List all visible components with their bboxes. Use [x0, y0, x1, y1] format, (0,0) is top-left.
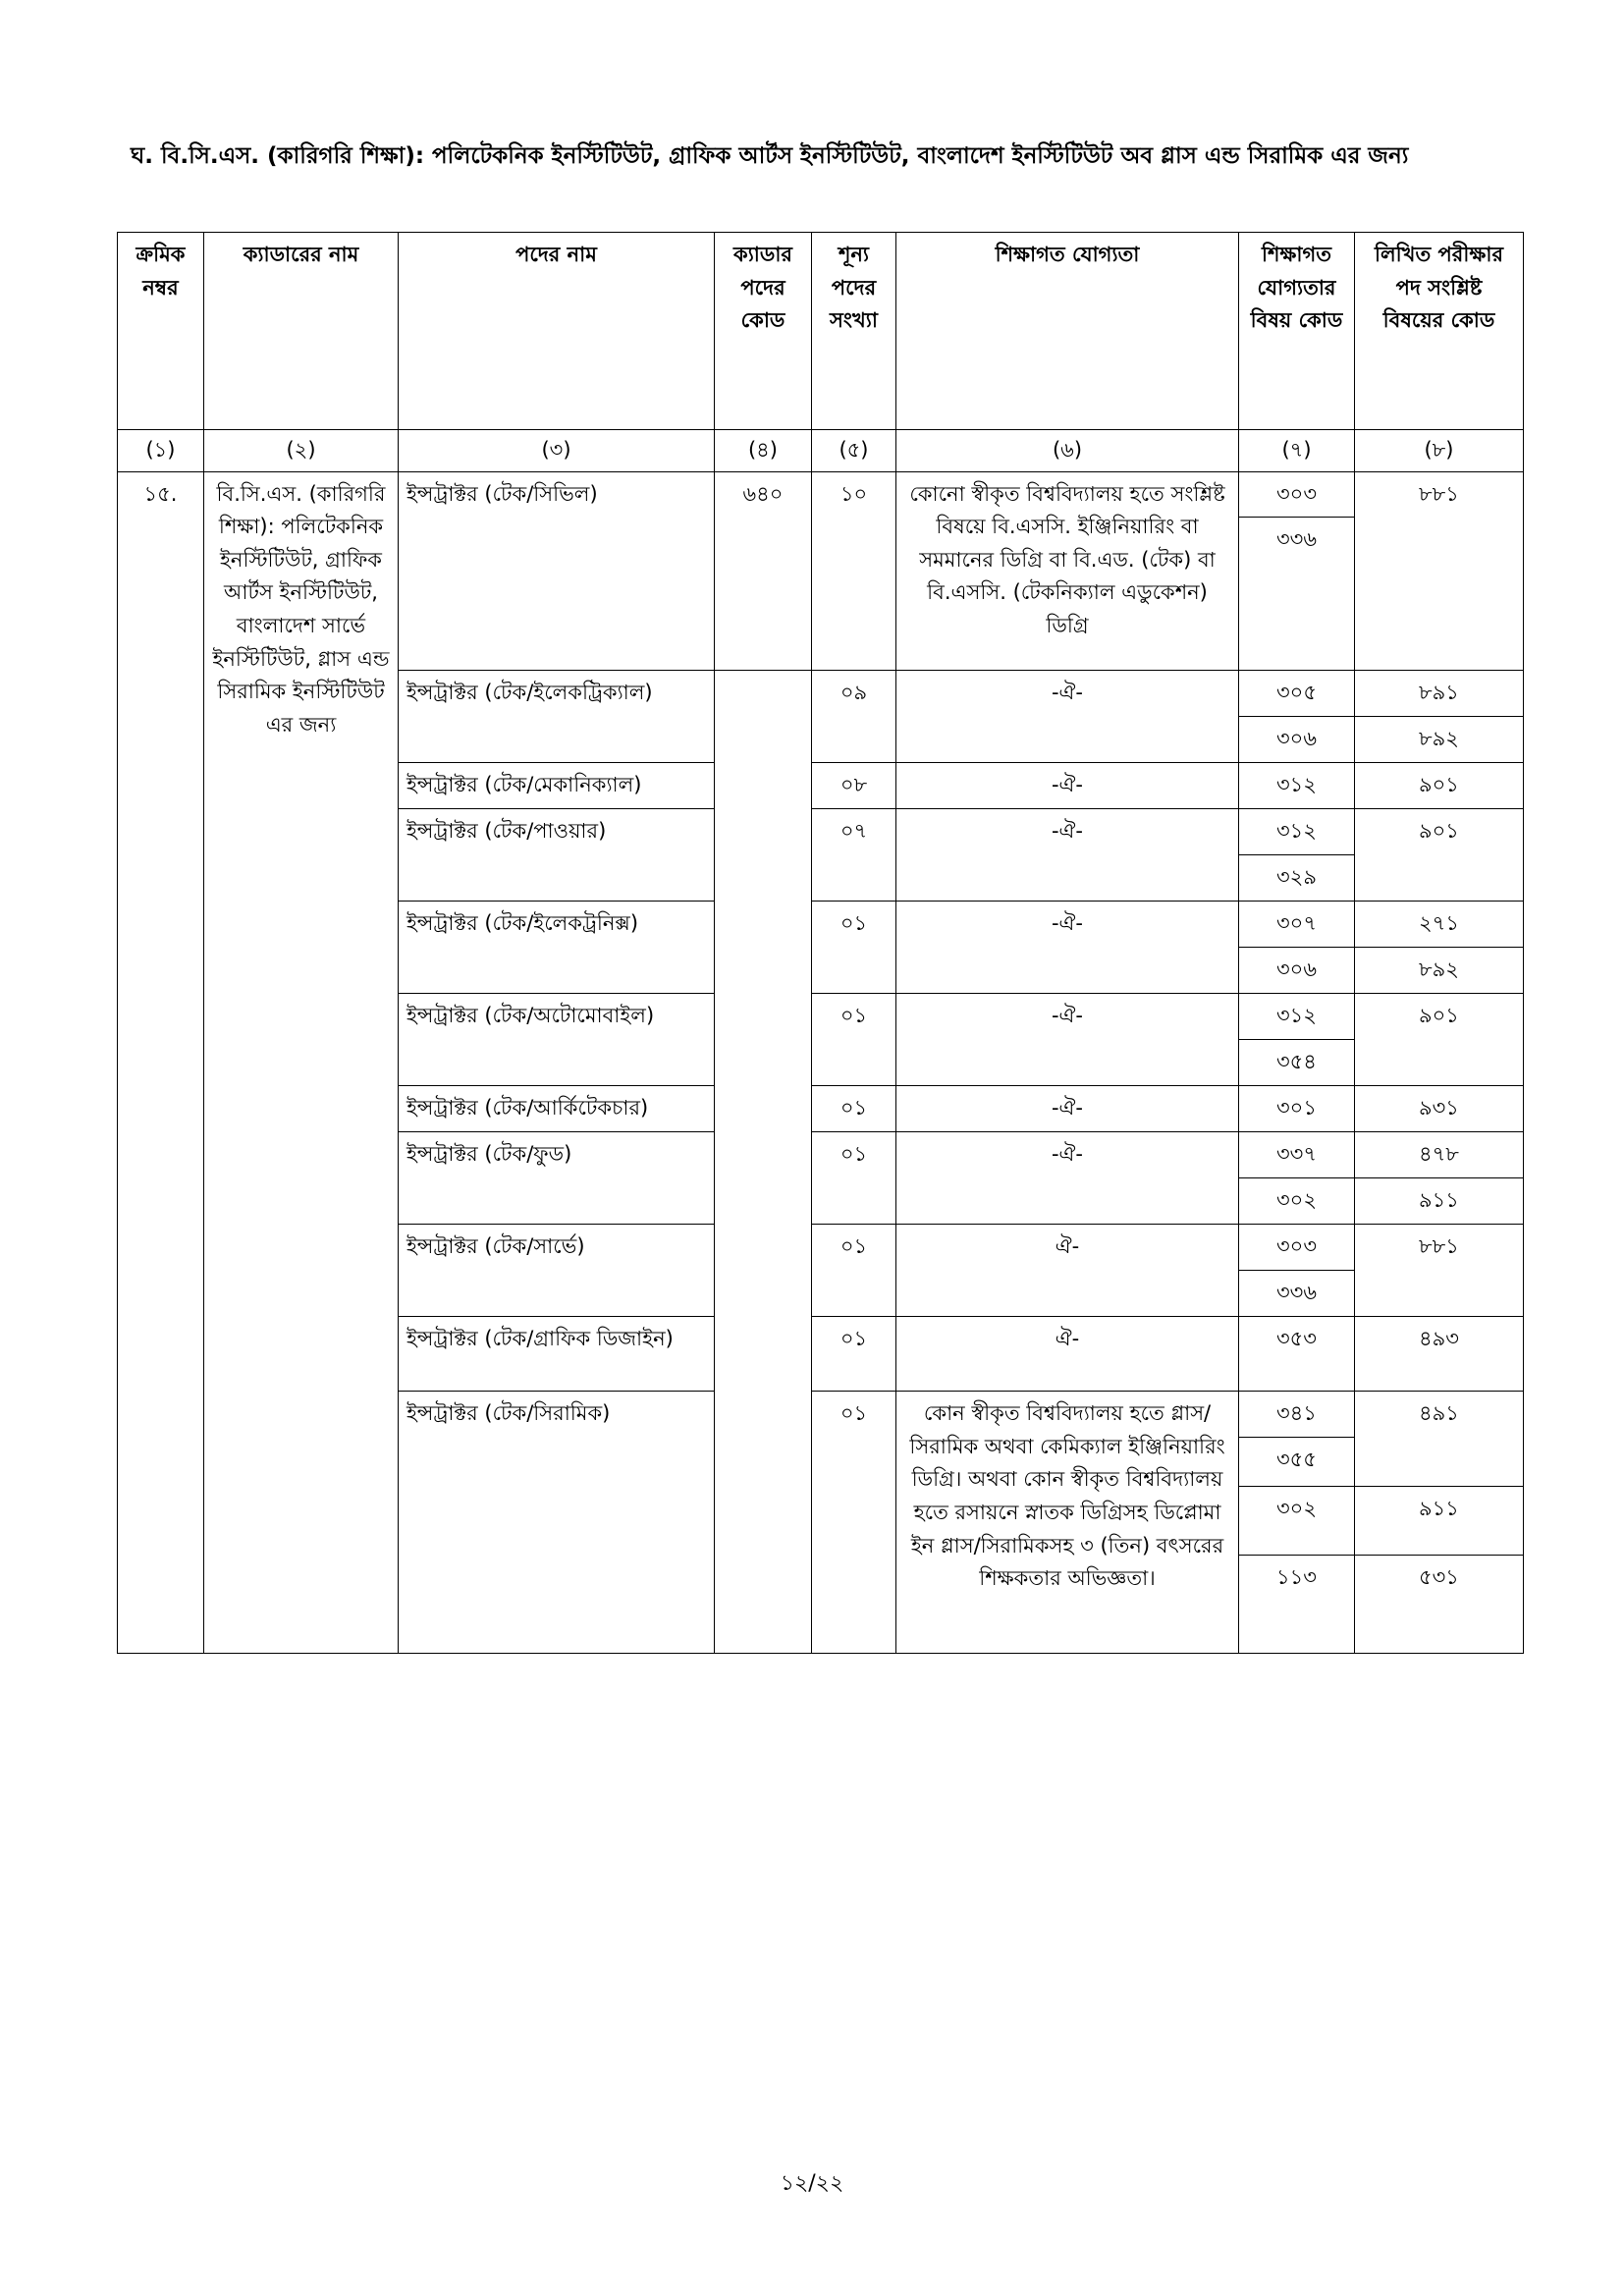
col-number: (৩): [399, 430, 715, 472]
page-number: ১২/২২: [780, 2171, 844, 2196]
post-name: ইন্সট্রাক্টর (টেক/ফুড): [399, 1132, 715, 1225]
subject-code-cell: ৩১২: [1239, 809, 1355, 855]
subject-code-cell: ৩৩৭: [1239, 1132, 1355, 1178]
exam-code-cell: ২৭১: [1355, 902, 1524, 948]
post-name: ইন্সট্রাক্টর (টেক/ইলেকট্রনিক্স): [399, 902, 715, 994]
header-cadre-code: ক্যাডার পদের কোড: [715, 233, 812, 430]
vacancy-cell: ০১: [812, 1317, 896, 1392]
header-qualification: শিক্ষাগত যোগ্যতা: [896, 233, 1239, 430]
subject-code-cell: ৩৫৩: [1239, 1317, 1355, 1392]
header-cadre: ক্যাডারের নাম: [204, 233, 399, 430]
col-number: (৮): [1355, 430, 1524, 472]
exam-code-cell: ৫৩১: [1355, 1556, 1524, 1654]
subject-code-cell: ৩৫৫: [1239, 1438, 1355, 1487]
qualification-cell: -ঐ-: [896, 1086, 1239, 1132]
subject-code-cell: ৩১২: [1239, 763, 1355, 809]
subject-code-cell: ৩১২: [1239, 994, 1355, 1040]
cadre-name-cell: বি.সি.এস. (কারিগরি শিক্ষা): পলিটেকনিক ইনস্টিটিউট, গ্রাফিক আর্টস ইনস্টিটিউট, বাংলাদেশ সার্ভে ইনস্টিটিউট, গ্লাস এন্ড সিরামিক ইনস্টিটিউট এর জন্য: [204, 471, 399, 1654]
exam-code-cell: ৮৯২: [1355, 717, 1524, 763]
exam-code-cell: ৯১১: [1355, 1487, 1524, 1556]
page-heading: ঘ. বি.সি.এস. (কারিগরি শিক্ষা): পলিটেকনিক ইনস্টিটিউট, গ্রাফিক আর্টস ইনস্টিটিউট, বাংলাদেশ ইনস্টিটিউট অব গ্লাস এন্ড সিরামিক এর জন্য: [131, 143, 1409, 169]
qualification-cell: ঐ-: [896, 1225, 1239, 1317]
post-name: ইন্সট্রাক্টর (টেক/মেকানিক্যাল): [399, 763, 715, 809]
qualification-cell: কোন স্বীকৃত বিশ্ববিদ্যালয় হতে গ্লাস/ সিরামিক অথবা কেমিক্যাল ইঞ্জিনিয়ারিং ডিগ্রি। অথবা কোন স্বীকৃত বিশ্ববিদ্যালয় হতে রসায়নে স্নাতক ডিগ্রিসহ ডিপ্লোমা ইন গ্লাস/সিরামিকসহ ৩ (তিন) বৎসরের শিক্ষকতার অভিজ্ঞতা।: [896, 1392, 1239, 1654]
subject-code-cell: ৩০৭: [1239, 902, 1355, 948]
post-name: ইন্সট্রাক্টর (টেক/পাওয়ার): [399, 809, 715, 902]
exam-code-cell: ৪৭৮: [1355, 1132, 1524, 1178]
exam-code-cell: ৯০১: [1355, 809, 1524, 902]
exam-code-cell: ৪৯১: [1355, 1392, 1524, 1487]
cadre-code-blank: [715, 671, 812, 1654]
post-name: ইন্সট্রাক্টর (টেক/সিরামিক): [399, 1392, 715, 1654]
vacancy-cell: ০১: [812, 902, 896, 994]
exam-code-cell: ৪৯৩: [1355, 1317, 1524, 1392]
qualification-cell: -ঐ-: [896, 763, 1239, 809]
post-name: ইন্সট্রাক্টর (টেক/সিভিল): [399, 471, 715, 671]
subject-code-cell: ৩০৬: [1239, 717, 1355, 763]
vacancy-cell: ০১: [812, 1086, 896, 1132]
qualification-cell: -ঐ-: [896, 994, 1239, 1086]
post-name: ইন্সট্রাক্টর (টেক/সার্ভে): [399, 1225, 715, 1317]
col-number: (২): [204, 430, 399, 472]
vacancy-cell: ০১: [812, 1392, 896, 1654]
cadre-post-table: [117, 232, 1524, 1654]
subject-code-cell: ৩০২: [1239, 1487, 1355, 1556]
post-name: ইন্সট্রাক্টর (টেক/গ্রাফিক ডিজাইন): [399, 1317, 715, 1392]
exam-code-cell: ৯০১: [1355, 763, 1524, 809]
column-number-row: [118, 430, 1524, 472]
header-post: পদের নাম: [399, 233, 715, 430]
vacancy-cell: ০৯: [812, 671, 896, 763]
exam-code-cell: ৮৯১: [1355, 671, 1524, 717]
subject-code-cell: ৩০৩: [1239, 1225, 1355, 1271]
subject-code-cell: ৩৫৪: [1239, 1040, 1355, 1086]
vacancy-cell: ০৭: [812, 809, 896, 902]
qualification-cell: -ঐ-: [896, 809, 1239, 902]
exam-code-cell: ৮৯২: [1355, 948, 1524, 994]
vacancy-cell: ০১: [812, 1132, 896, 1225]
header-subject-code: শিক্ষাগত যোগ্যতার বিষয় কোড: [1239, 233, 1355, 430]
subject-code-cell: ১১৩: [1239, 1556, 1355, 1654]
col-number: (১): [118, 430, 204, 472]
exam-code-cell: ৮৮১: [1355, 471, 1524, 671]
subject-code-cell: ৩২৯: [1239, 855, 1355, 902]
header-row: [118, 233, 1524, 430]
subject-code-cell: ৩০১: [1239, 1086, 1355, 1132]
vacancy-cell: ০১: [812, 1225, 896, 1317]
post-name: ইন্সট্রাক্টর (টেক/আর্কিটেকচার): [399, 1086, 715, 1132]
exam-code-cell: ৮৮১: [1355, 1225, 1524, 1317]
qualification-cell: -ঐ-: [896, 902, 1239, 994]
header-serial: ক্রমিক নম্বর: [118, 233, 204, 430]
subject-code-cell: ৩০৩: [1239, 471, 1355, 518]
header-exam-code: লিখিত পরীক্ষার পদ সংশ্লিষ্ট বিষয়ের কোড: [1355, 233, 1524, 430]
qualification-cell: কোনো স্বীকৃত বিশ্ববিদ্যালয় হতে সংশ্লিষ্ট বিষয়ে বি.এসসি. ইঞ্জিনিয়ারিং বা সমমানের ডিগ্রি বা বি.এড. (টেক) বা বি.এসসি. (টেকনিক্যাল এডুকেশন) ডিগ্রি: [896, 471, 1239, 671]
qualification-cell: -ঐ-: [896, 671, 1239, 763]
post-name: ইন্সট্রাক্টর (টেক/ইলেকট্রিক্যাল): [399, 671, 715, 763]
table-row: [118, 471, 1524, 518]
subject-code-cell: ৩৪১: [1239, 1392, 1355, 1438]
exam-code-cell: ৯৩১: [1355, 1086, 1524, 1132]
post-name: ইন্সট্রাক্টর (টেক/অটোমোবাইল): [399, 994, 715, 1086]
subject-code-cell: ৩৩৬: [1239, 1271, 1355, 1317]
vacancy-cell: ০৮: [812, 763, 896, 809]
col-number: (৫): [812, 430, 896, 472]
exam-code-cell: ৯০১: [1355, 994, 1524, 1086]
header-vacancy: শূন্য পদের সংখ্যা: [812, 233, 896, 430]
col-number: (৬): [896, 430, 1239, 472]
col-number: (৭): [1239, 430, 1355, 472]
subject-code-cell: ৩০৫: [1239, 671, 1355, 717]
serial-cell: ১৫.: [118, 471, 204, 1654]
qualification-cell: ঐ-: [896, 1317, 1239, 1392]
qualification-cell: -ঐ-: [896, 1132, 1239, 1225]
vacancy-cell: ১০: [812, 471, 896, 671]
col-number: (৪): [715, 430, 812, 472]
subject-code-cell: ৩০২: [1239, 1178, 1355, 1225]
subject-code-cell: ৩৩৬: [1239, 518, 1355, 671]
subject-code-cell: ৩০৬: [1239, 948, 1355, 994]
cadre-code-cell: ৬৪০: [715, 471, 812, 671]
vacancy-cell: ০১: [812, 994, 896, 1086]
exam-code-cell: ৯১১: [1355, 1178, 1524, 1225]
